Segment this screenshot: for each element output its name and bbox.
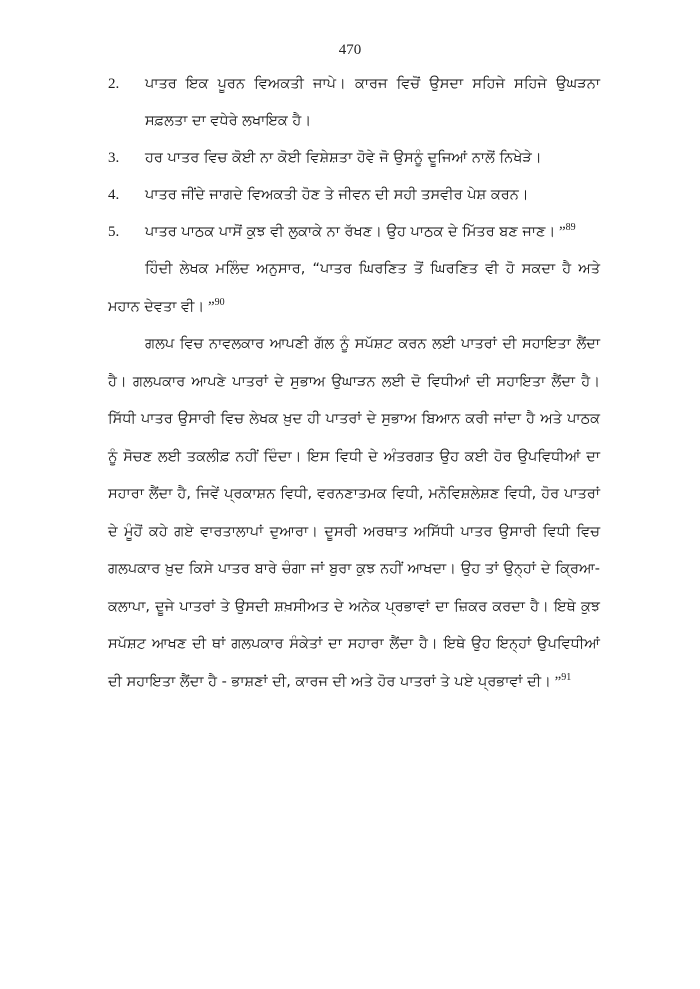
closing-quote: ” — [550, 673, 562, 690]
list-number: 2. — [108, 76, 120, 92]
list-number: 3. — [108, 150, 120, 166]
document-body — [108, 66, 600, 701]
footnote-ref-89: 89 — [565, 222, 576, 233]
list-item-text: ਪਾਤਰ ਇਕ ਪੂਰਨ ਵਿਅਕਤੀ ਜਾਪੇ। ਕਾਰਜ ਵਿਚੋਂ ਉਸਦਾ ਸਹਿਜੇ ਸਹਿਜੇ ਉਘੜਨਾ ਸਫ਼ਲਤਾ ਦਾ ਵਧੇਰੇ ਲਖਾਇਕ ਹੈ। — [145, 76, 600, 129]
closing-quote: ” — [204, 298, 215, 315]
list-item-2 — [108, 66, 600, 140]
list-item-text: ਹਰ ਪਾਤਰ ਵਿਚ ਕੋਈ ਨਾ ਕੋਈ ਵਿਸ਼ੇਸ਼ਤਾ ਹੋਵੇ ਜੋ ਉਸਨੂੰ ਦੂਜਿਆਂ ਨਾਲੋਂ ਨਿਖੇੜੇ। — [145, 150, 542, 166]
list-item-text: ਪਾਤਰ ਪਾਠਕ ਪਾਸੋਂ ਕੁਝ ਵੀ ਲੁਕਾਕੇ ਨਾ ਰੱਖਣ। ਉਹ ਪਾਠਕ ਦੇ ਮਿੱਤਰ ਬਣ ਜਾਣ। — [145, 224, 556, 240]
list-item-text: ਪਾਤਰ ਜੀਂਦੇ ਜਾਗਦੇ ਵਿਅਕਤੀ ਹੋਣ ਤੇ ਜੀਵਨ ਦੀ ਸਹੀ ਤਸਵੀਰ ਪੇਸ਼ ਕਰਨ। — [145, 187, 529, 203]
list-number: 4. — [108, 187, 120, 203]
paragraph-text: ਹਿੰਦੀ ਲੇਖਕ ਮਲਿੰਦ ਅਨੁਸਾਰ, “ਪਾਤਰ ਘਿਰਣਿਤ ਤੋਂ ਘਿਰਣਿਤ ਵੀ ਹੋ ਸਕਦਾ ਹੈ ਅਤੇ ਮਹਾਨ ਦੇਵਤਾ ਵੀ। — [108, 261, 600, 315]
footnote-ref-90: 90 — [214, 296, 225, 308]
footnote-ref-91: 91 — [561, 671, 572, 683]
list-number: 5. — [108, 224, 120, 240]
list-item-4 — [108, 177, 600, 214]
page-number: 470 — [338, 42, 362, 58]
list-item-3 — [108, 140, 600, 177]
closing-quote: ” — [555, 224, 566, 240]
paragraph-malind-quote — [108, 251, 600, 326]
paragraph-character-methods — [108, 326, 600, 701]
paragraph-text: ਗਲਪ ਵਿਚ ਨਾਵਲਕਾਰ ਆਪਣੀ ਗੱਲ ਨੂੰ ਸਪੱਸ਼ਟ ਕਰਨ ਲਈ ਪਾਤਰਾਂ ਦੀ ਸਹਾਇਤਾ ਲੈਂਦਾ ਹੈ। ਗਲਪਕਾਰ ਆਪਣੇ ਪਾਤਰਾਂ ਦੇ ਸੁਭਾਅ ਉਘਾੜਨ ਲਈ ਦੋ ਵਿਧੀਆਂ ਦੀ ਸਹਾਇਤਾ ਲੈਂਦਾ ਹੈ। ਸਿੱਧੀ ਪਾਤਰ ਉਸਾਰੀ ਵਿਚ ਲੇਖਕ ਖ਼ੁਦ ਹੀ ਪਾਤਰਾਂ ਦੇ ਸੁਭਾਅ ਬਿਆਨ ਕਰੀ ਜਾਂਦਾ ਹੈ ਅਤੇ ਪਾਠਕ ਨੂੰ ਸੋਚਣ ਲਈ ਤਕਲੀਫ਼ ਨਹੀਂ ਦਿੰਦਾ। ਇਸ ਵਿਧੀ ਦੇ ਅੰਤਰਗਤ ਉਹ ਕਈ ਹੋਰ ਉਪਵਿਧੀਆਂ ਦਾ ਸਹਾਰਾ ਲੈਂਦਾ ਹੈ, ਜਿਵੇਂ ਪ੍ਰਕਾਸ਼ਨ ਵਿਧੀ, ਵਰਨਣਾਤਮਕ ਵਿਧੀ, ਮਨੋਵਿਸ਼ਲੇਸ਼ਣ ਵਿਧੀ, ਹੋਰ ਪਾਤਰਾਂ ਦੇ ਮੂੰਹੋਂ ਕਹੇ ਗਏ ਵਾਰਤਾਲਾਪਾਂ ਦੁਆਰਾ। ਦੂਸਰੀ ਅਰਥਾਤ ਅਸਿੱਧੀ ਪਾਤਰ ਉਸਾਰੀ ਵਿਧੀ ਵਿਚ ਗਲਪਕਾਰ ਖ਼ੁਦ ਕਿਸੇ ਪਾਤਰ ਬਾਰੇ ਚੰਗਾ ਜਾਂ ਬੁਰਾ ਕੁਝ ਨਹੀਂ ਆਖਦਾ। ਉਹ ਤਾਂ ਉਨ੍ਹਾਂ ਦੇ ਕ੍ਰਿਆ-ਕਲਾਪਾ, ਦੂਜੇ ਪਾਤਰਾਂ ਤੇ ਉਸਦੀ ਸ਼ਖ਼ਸੀਅਤ ਦੇ ਅਨੇਕ ਪ੍ਰਭਾਵਾਂ ਦਾ ਜ਼ਿਕਰ ਕਰਦਾ ਹੈ। ਇਥੇ ਕੁਝ ਸਪੱਸ਼ਟ ਆਖਣ ਦੀ ਥਾਂ ਗਲਪਕਾਰ ਸੰਕੇਤਾਂ ਦਾ ਸਹਾਰਾ ਲੈਂਦਾ ਹੈ। ਇਥੇ ਉਹ ਇਨ੍ਹਾਂ ਉਪਵਿਧੀਆਂ ਦੀ ਸਹਾਇਤਾ ਲੈਂਦਾ ਹੈ - ਭਾਸ਼ਣਾਂ ਦੀ, ਕਾਰਜ ਦੀ ਅਤੇ ਹੋਰ ਪਾਤਰਾਂ ਤੇ ਪਏ ਪ੍ਰਭਾਵਾਂ ਦੀ। — [108, 336, 600, 690]
list-item-5 — [108, 214, 600, 251]
